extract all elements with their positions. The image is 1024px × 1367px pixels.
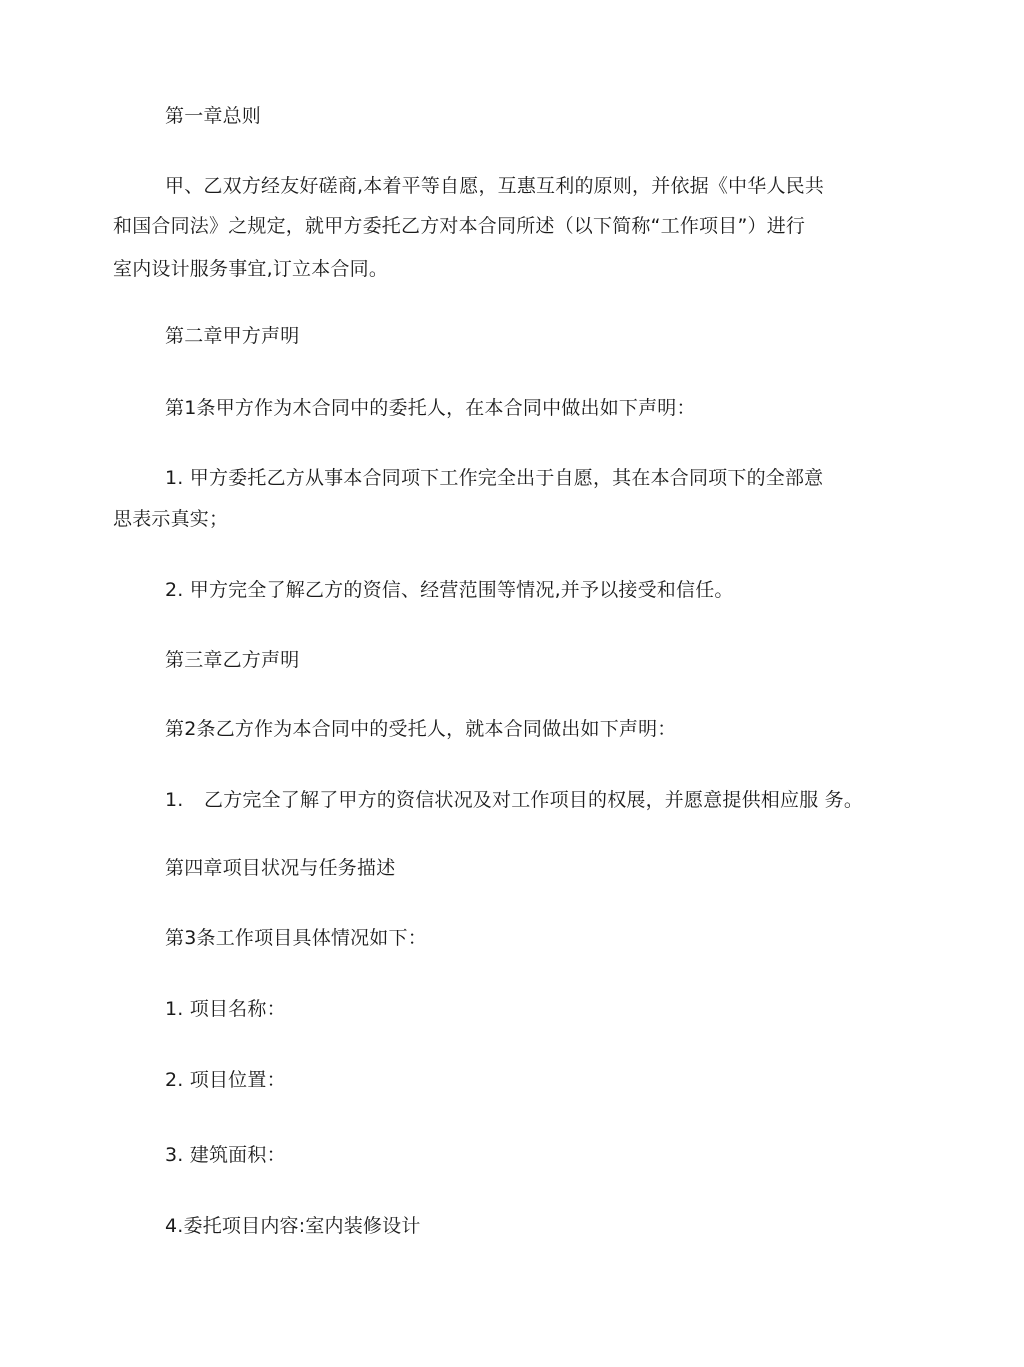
project-location-item: 2. 项目位置： bbox=[165, 1069, 286, 1091]
chapter-4-heading: 第四章项目状况与任务描述 bbox=[165, 857, 396, 879]
commission-content-item: 4.委托项目内容:室内装修设计 bbox=[165, 1215, 421, 1237]
chapter-3-heading: 第三章乙方声明 bbox=[165, 649, 300, 671]
article-1: 第1条甲方作为木合同中的委托人，在本合同中做出如下声明： bbox=[165, 397, 696, 419]
chapter-3-item-1-text: 乙方完全了解了甲方的资信状况及对工作项目的权展，并愿意提供相应服 务。 bbox=[204, 789, 864, 811]
chapter-2-item-1-line-1: 1. 甲方委托乙方从事本合同项下工作完全出于自愿，其在本合同项下的全部意 bbox=[165, 467, 824, 489]
chapter-3-item-1-number: 1. bbox=[165, 789, 184, 811]
chapter-1-para-line-3: 室内设计服务事宜,订立本合同。 bbox=[113, 258, 389, 280]
chapter-2-heading: 第二章甲方声明 bbox=[165, 325, 300, 347]
chapter-2-item-1-line-2: 思表示真实； bbox=[113, 508, 229, 530]
building-area-item: 3. 建筑面积： bbox=[165, 1144, 286, 1166]
article-3: 第3条工作项目具体情况如下： bbox=[165, 927, 427, 949]
chapter-2-item-2: 2. 甲方完全了解乙方的资信、经营范围等情况,并予以接受和信任。 bbox=[165, 579, 734, 601]
project-name-item: 1. 项目名称： bbox=[165, 998, 286, 1020]
article-2: 第2条乙方作为本合同中的受托人，就本合同做出如下声明： bbox=[165, 718, 677, 740]
chapter-1-heading: 第一章总则 bbox=[165, 105, 262, 127]
chapter-1-para-line-2: 和国合同法》之规定，就甲方委托乙方对本合同所述（以下简称“工作项目”）进行 bbox=[113, 215, 806, 237]
chapter-1-para-line-1: 甲、乙双方经友好磋商,本着平等自愿，互惠互利的原则，并依据《中华人民共 bbox=[165, 175, 825, 197]
